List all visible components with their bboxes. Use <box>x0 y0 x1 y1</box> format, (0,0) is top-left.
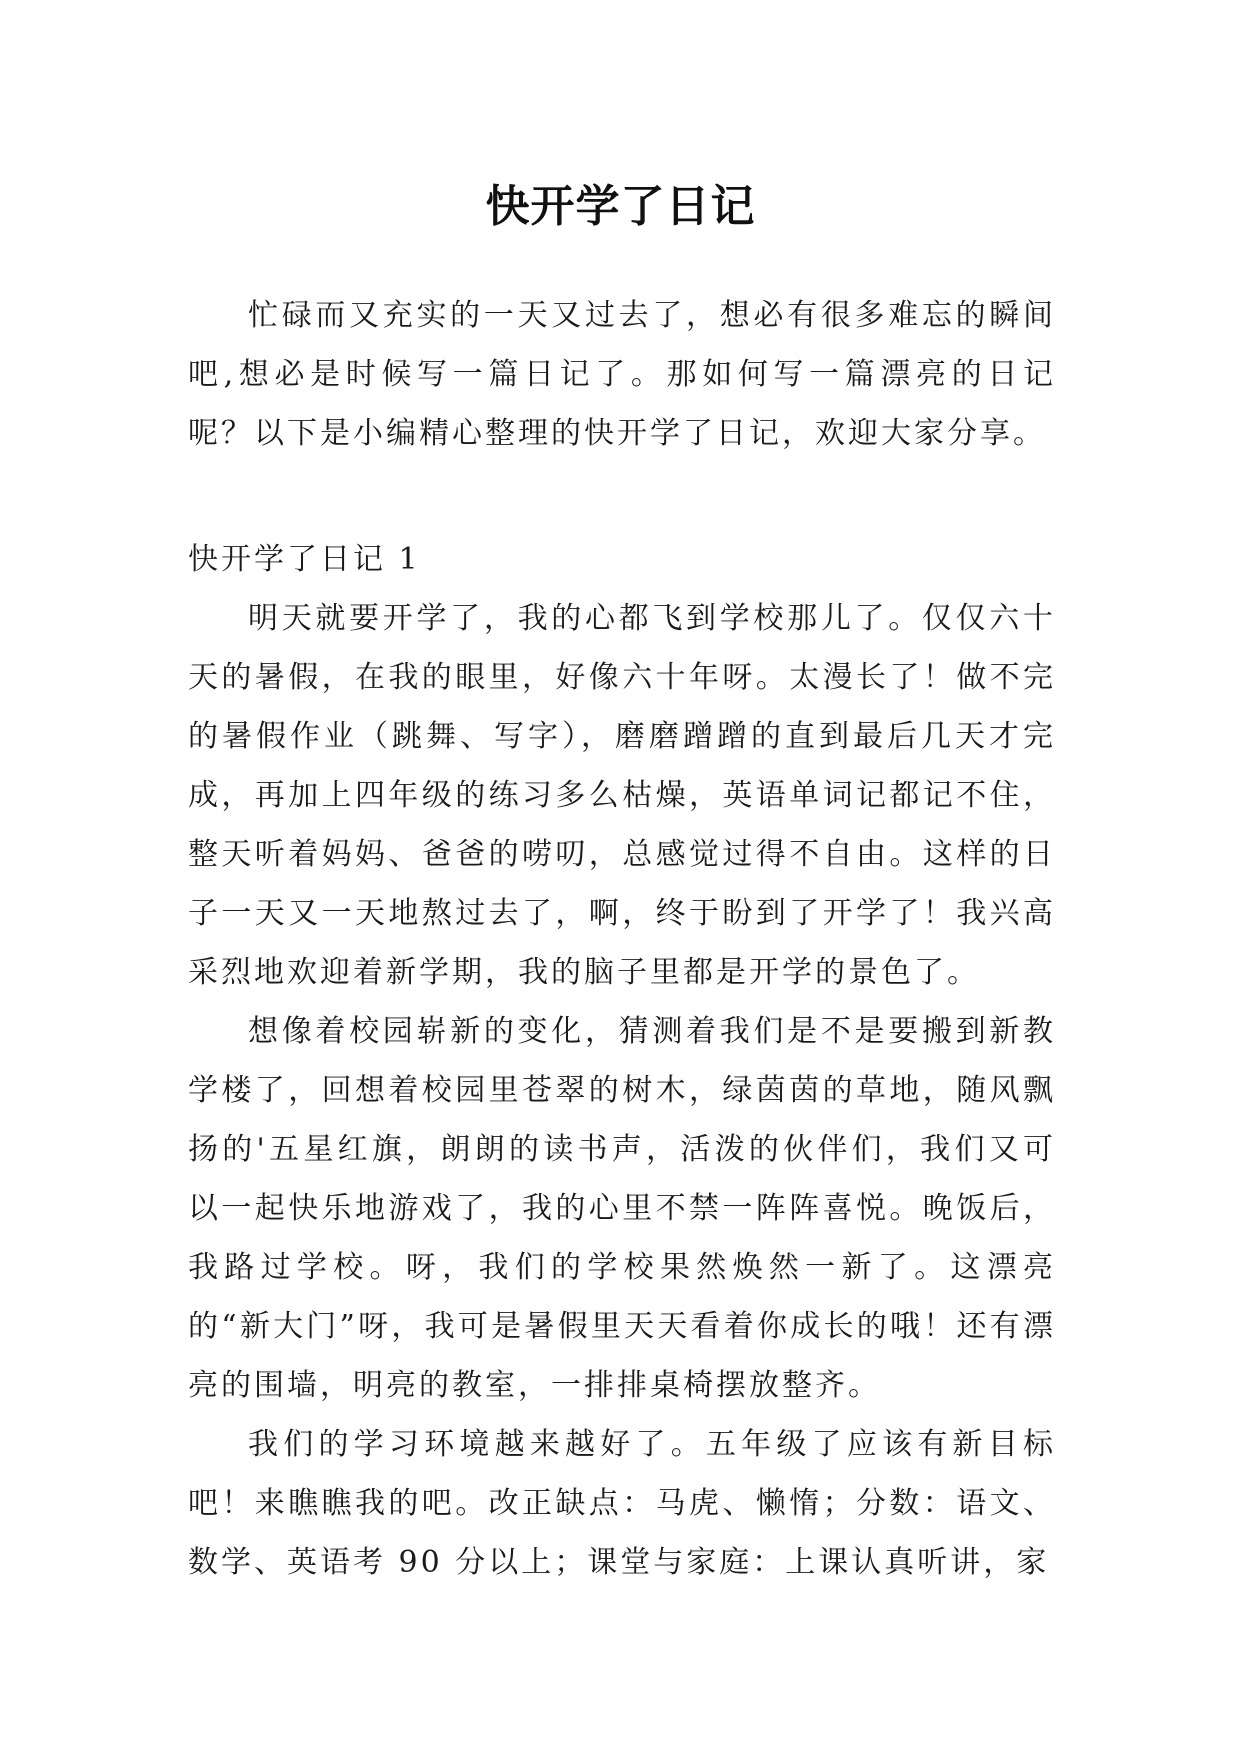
diary-paragraph: 我们的学习环境越来越好了。五年级了应该有新目标吧！来瞧瞧我的吧。改正缺点：马虎、懒惰；分数：语文、数学、英语考 90 分以上；课堂与家庭：上课认真听讲，家 <box>188 1427 1056 1580</box>
diary-section <box>188 530 1056 1592</box>
diary-paragraph: 明天就要开学了，我的心都飞到学校那儿了。仅仅六十天的暑假，在我的眼里，好像六十年呀。太漫长了！做不完的暑假作业（跳舞、写字），磨磨蹭蹭的直到最后几天才完成，再加上四年级的练习多么枯燥，英语单词记都记不住，整天听着妈妈、爸爸的唠叨，总感觉过得不自由。这样的日子一天又一天地熬过去了，啊，终于盼到了开学了！我兴高采烈地欢迎着新学期，我的脑子里都是开学的景色了。 <box>188 601 1056 990</box>
section-heading: 快开学了日记 1 <box>188 542 421 577</box>
page-title: 快开学了日记 <box>485 181 756 233</box>
diary-paragraph: 想像着校园崭新的变化，猜测着我们是不是要搬到新教学楼了，回想着校园里苍翠的树木，绿茵茵的草地，随风飘扬的'五星红旗，朗朗的读书声，活泼的伙伴们，我们又可以一起快乐地游戏了，我的心里不禁一阵阵喜悦。晚饭后，我路过学校。呀，我们的学校果然焕然一新了。这漂亮的“新大门”呀，我可是暑假里天天看着你成长的哦！还有漂亮的围墙，明亮的教室，一排排桌椅摆放整齐。 <box>188 1014 1056 1403</box>
intro-section <box>188 286 1056 463</box>
intro-paragraph: 忙碌而又充实的一天又过去了，想必有很多难忘的瞬间吧,想必是时候写一篇日记了。那如何写一篇漂亮的日记呢？以下是小编精心整理的快开学了日记，欢迎大家分享。 <box>188 298 1056 451</box>
